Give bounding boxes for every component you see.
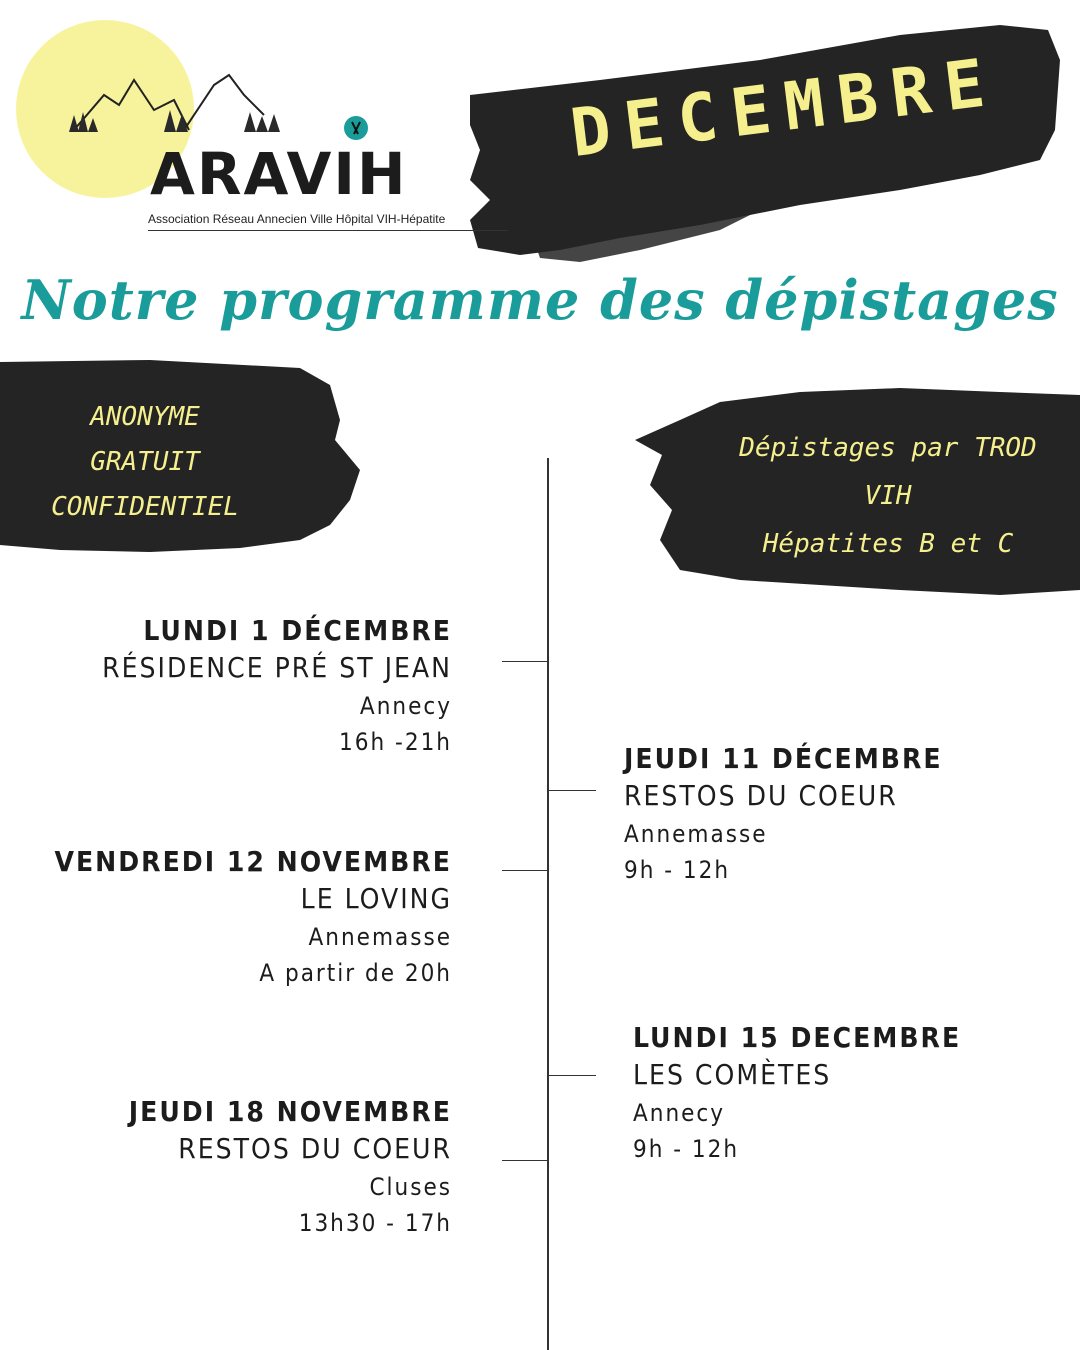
- event-place: RESTOS DU COEUR: [624, 779, 898, 812]
- event-date: LUNDI 1 DÉCEMBRE: [143, 614, 452, 647]
- event-date: VENDREDI 12 NOVEMBRE: [54, 845, 452, 878]
- tags-right: [718, 424, 1058, 568]
- event-place: LE LOVING: [300, 882, 452, 915]
- tag-hepatites: Hépatites B et C: [762, 529, 1014, 559]
- event-city: Annecy: [633, 1099, 726, 1127]
- event-date: LUNDI 15 DECEMBRE: [633, 1021, 962, 1054]
- event-time: 16h -21h: [339, 728, 452, 756]
- logo-name: ARAVIH: [150, 140, 408, 208]
- timeline-tick: [502, 1160, 548, 1161]
- event-card: [0, 845, 452, 987]
- timeline-tick: [548, 1075, 596, 1076]
- timeline-tick: [548, 790, 596, 791]
- event-date: JEUDI 11 DÉCEMBRE: [624, 742, 943, 775]
- event-card: [633, 1021, 1053, 1163]
- event-city: Annemasse: [308, 923, 452, 951]
- event-card: [0, 1095, 452, 1237]
- month-title: DECEMBRE: [566, 43, 1003, 172]
- logo-divider: [148, 230, 508, 231]
- event-place: LES COMÈTES: [633, 1058, 832, 1091]
- tag-trod: Dépistages par TROD: [739, 433, 1037, 463]
- tag-vih: VIH: [864, 481, 912, 511]
- event-city: Cluses: [369, 1173, 452, 1201]
- timeline-tick: [502, 661, 548, 662]
- event-date: JEUDI 18 NOVEMBRE: [128, 1095, 452, 1128]
- logo-subtitle: Association Réseau Annecien Ville Hôpital VIH-Hépatite: [148, 212, 446, 226]
- event-card: [0, 614, 452, 756]
- event-time: 13h30 - 17h: [298, 1209, 452, 1237]
- event-place: RESTOS DU COEUR: [178, 1132, 452, 1165]
- tag-confidentiel: CONFIDENTIEL: [51, 492, 239, 522]
- tag-anonyme: ANONYME: [90, 402, 200, 432]
- tag-gratuit: GRATUIT: [90, 447, 200, 477]
- event-place: RÉSIDENCE PRÉ ST JEAN: [102, 651, 452, 684]
- event-time: A partir de 20h: [259, 959, 452, 987]
- tags-left: [30, 395, 260, 530]
- headline: Notre programme des dépistages: [21, 268, 1059, 332]
- event-time: 9h - 12h: [624, 856, 731, 884]
- timeline-tick: [502, 870, 548, 871]
- event-city: Annecy: [359, 692, 452, 720]
- timeline-axis: [547, 458, 549, 1350]
- event-time: 9h - 12h: [633, 1135, 740, 1163]
- event-city: Annemasse: [624, 820, 768, 848]
- event-card: [624, 742, 1044, 884]
